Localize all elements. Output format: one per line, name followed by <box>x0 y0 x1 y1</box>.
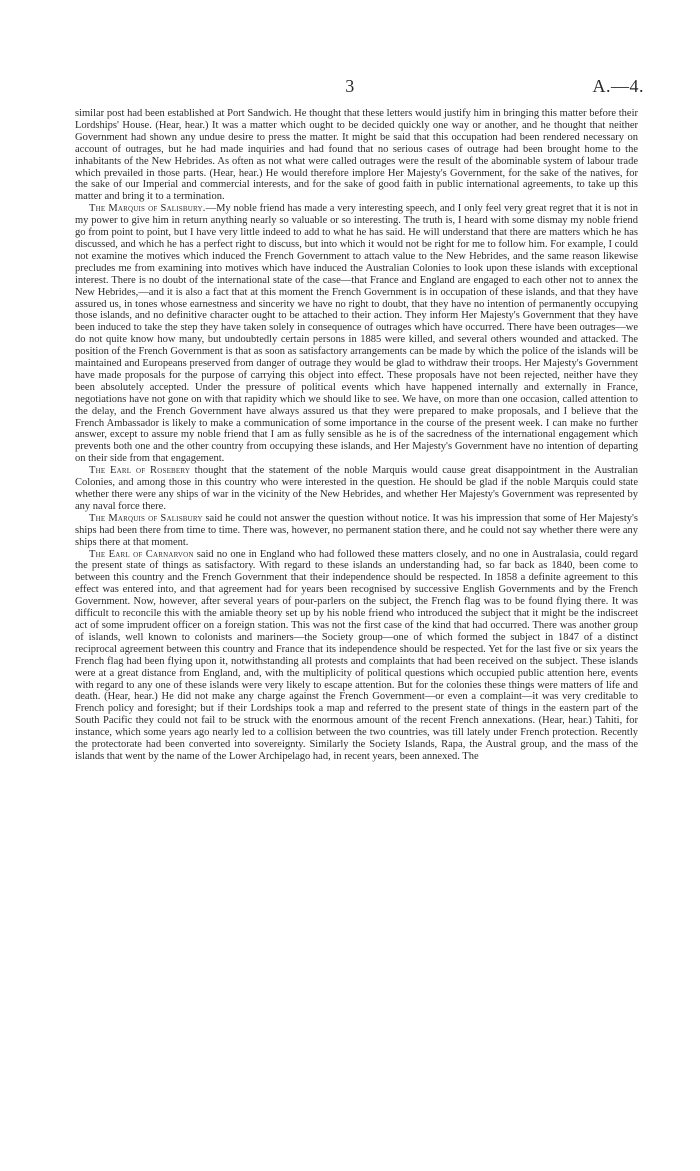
paragraph-3 <box>75 465 638 513</box>
speaker-name: The Marquis of Salisbury. <box>89 203 206 215</box>
speaker-name: The Marquis of Salisbury <box>89 512 203 524</box>
paragraph-2-text: —My noble friend has made a very interesting speech, and I only feel very great regret that it is not in my power to give him in return anything nearly so valuable or so interesting. The truth is, I heard with some dismay my noble friend go from point to point, but I have very little indeed to add to what he has said. He will understand that there are matters which he has discussed, and which he has a perfect right to discuss, but into which it would not be right for me to follow him. For example, I could not examine the motives which induced the French Government to attach value to the New Hebrides, and the same reason likewise precludes me from examining into motives which have induced the Australian Colonies to look upon these islands with exceptional interest. There is no doubt of the international state of the case—that France and England are engaged to each other not to annex the New Hebrides,—and it is also a fact that at this moment the French Government is in occupation of these islands, and that they have assured us, in tones whose earnestness and sincerity we have no right to doubt, that they have no intention of permanently occupying those islands, and no definitive character ought to be attached to their action. They inform Her Majesty's Government that they have been induced to take the step they have taken solely in consequence of outrages which have occurred. There have been outrages—we do not quite know how many, but undoubtedly certain persons in 1885 were killed, and several others wounded and attacked. The position of the French Government is that as soon as satisfactory arrangements can be made by which the police of the islands will be maintained and Europeans preserved from danger of outrage they would be glad to withdraw their troops. Her Majesty's Government have made proposals for the purpose of carrying this object into effect. These proposals have not been rejected, neither have they been absolutely accepted. Under the pressure of political events which have happened internally and externally in France, negotiations have not gone on with that rapidity which we should like to see. We have, on more than one occasion, called attention to the delay, and the French Government have always assured us that they were prepared to make proposals, and I believe that the French Ambassador is likely to make a communication of some importance in the course of the present week. I can make no further answer, except to assure my noble friend that I am as fully sensible as he is of the sacredness of the international engagement which prevents both one and the other country from occupying these islands, and Her Majesty's Government have no intention of departing on their side from that engagement. <box>75 203 638 465</box>
paragraph-4-text: said he could not answer the question without notice. It was his impression that some of Her Majesty's ships had been there from time to time. There was, however, no permanent station there, and he could not say whether there were any ships there at that moment. <box>75 512 638 548</box>
page-number: 3 <box>345 76 355 96</box>
paragraph-5 <box>75 549 638 763</box>
paragraph-3-text: thought that the statement of the noble Marquis would cause great disappointment in the Australian Colonies, and among those in this country who were interested in the question. He should be glad if the noble Marquis could state whether there were any ships of war in the vicinity of the New Hebrides, and whether Her Majesty's Government was represented by any naval force there. <box>75 465 638 512</box>
document-reference: A.—4. <box>592 76 644 96</box>
speaker-name: The Earl of Rosebery <box>89 465 191 477</box>
paragraph-1-text: similar post had been established at Port Sandwich. He thought that these letters would justify him in bringing this matter before their Lordships' House. (Hear, hear.) It was a matter which ought to be decided quickly one way or another, and he thought that neither Government had shown any undue desire to press the matter. It might be said that this occupation had been rendered necessary on account of outrages, but he had made inquiries and had found that no serious cases of outrage had been brought home to the inhabitants of the New Hebrides. As often as not what were called outrages were the result of the abominable system of labour trade which prevailed in those parts. (Hear, hear.) He would therefore implore Her Majesty's Government, for the sake of the natives, for the sake of our Imperial and commercial interests, and for the sake of good faith in public international agreements, to take up this matter and bring it to a termination. <box>75 108 638 203</box>
speaker-name: The Earl of Carnarvon <box>89 548 194 560</box>
paragraph-4 <box>75 513 638 549</box>
paragraph-1 <box>75 108 638 203</box>
page-header <box>0 76 700 100</box>
paragraph-5-text: said no one in England who had followed these matters closely, and no one in Australasia, could regard the present state of things as satisfactory. With regard to these islands an understanding had, so far back as 1840, been come to between this country and the French Government that their independence should be respected. In 1858 a definite agreement to this effect was entered into, and that agreement had for years been recognised by successive English Governments and by the French Government. Now, however, after several years of pour-parlers on the subject, the French flag was to be found flying there. It was difficult to reconcile this with the amiable theory set up by his noble friend who introduced the subject that it might be the indiscreet act of some imprudent officer on a foreign station. This was not the first case of the kind that had occurred. There was another group of islands, well known to colonists and mariners—the Society group—one of which formed the subject in 1847 of a distinct reciprocal agreement between this country and France that its independence should be respected. Yet for the last five or six years the French flag had been flying upon it, notwithstanding all protests and complaints that had been received on the subject. These islands were at a great distance from England, and, with the multiplicity of political questions which occupied public attention here, events with regard to any one of these islands were very likely to escape attention. But for the colonies these things were matters of life and death. (Hear, hear.) He did not make any charge against the French Government—or even a complaint—it was very creditable to French policy and foresight; but if their Lordships took a map and referred to the present state of things in the eastern part of the South Pacific they could not fail to be struck with the enormous amount of the recent French annexations. (Hear, hear.) Tahiti, for instance, which some years ago nearly led to a collision between the two countries, was till lately under French protection. Recently the protectorate had been converted into sovereignty. Similarly the Society Islands, Rapa, the Austral group, and the mass of the islands that went by the name of the Lower Archipelago had, in recent years, been annexed. The <box>75 548 639 762</box>
body-text <box>75 108 638 763</box>
paragraph-2 <box>75 203 638 465</box>
